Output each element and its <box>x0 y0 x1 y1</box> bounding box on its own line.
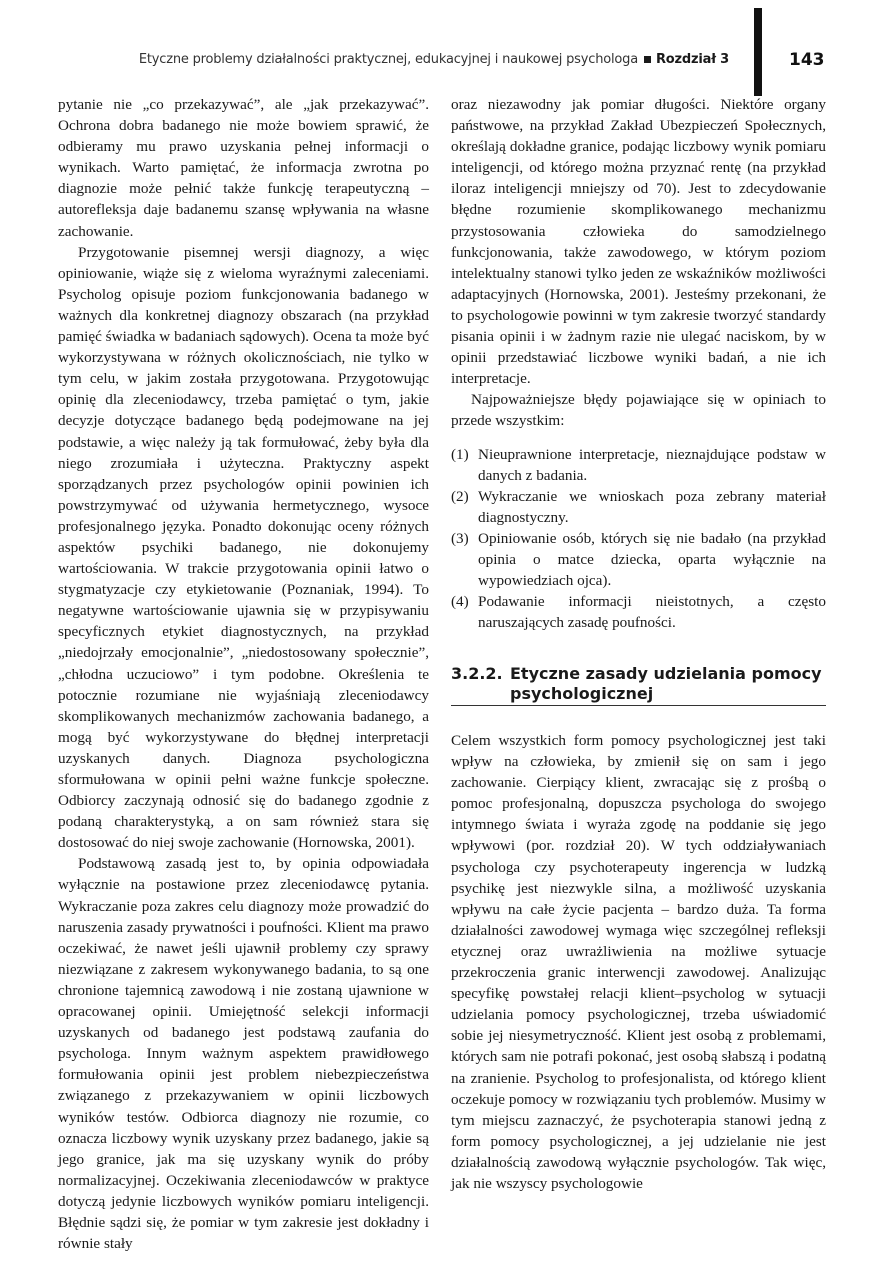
list-text: Podawanie informacji nieistotnych, a często naruszających zasadę poufności. <box>478 593 826 632</box>
list-text: Opiniowanie osób, których się nie badało (na przykład opinia o matce dziecka, oparta wyłącznie na wypowiedziach ojca). <box>478 529 826 590</box>
right-column <box>451 94 826 633</box>
square-bullet-icon <box>644 56 651 63</box>
page-number: 143 <box>789 50 825 70</box>
list-number: (3) <box>451 529 469 547</box>
list-item <box>451 444 826 486</box>
chapter-label: Rozdział 3 <box>655 52 729 67</box>
paragraph: Podstawową zasadą jest to, by opinia odpowiadała wyłącznie na postawione przez zleceniodawcę pytania. Wykraczanie poza zakres celu diagnozy może prowadzić do naruszenia zasady prywatności i poufności. Klient ma prawo oczekiwać, że nawet jeśli ujawnił problemy czy sprawy niezwiązane z zakresem wykonywanego badania, to są one chronione tajemnicą zawodową i nie zostaną ujawnione w opracowanej opinii. Umiejętność selekcji informacji uzyskanych od badanego jest podstawą zaufania do psychologa. Innym ważnym aspektem prawidłowego formułowania opinii jest problem niebezpieczeństwa związanego z przekazywaniem w opinii liczbowych wyników testów. Odbiorca diagnozy nie rozumie, co oznacza liczbowy wynik uzyskany przez badanego, jakie są jego granice, jak ma się uzyskany wynik do próby normalizacyjnej. Oczekiwania zleceniodawców w praktyce dotyczą jedynie liczbowych wyników pomiaru inteligencji. Błędnie sądzi się, że pomiar w tym zakresie jest dokładny i równie stały <box>58 855 429 1253</box>
list-number: (4) <box>451 593 469 611</box>
left-column <box>58 94 429 1254</box>
list-number: (2) <box>451 487 469 505</box>
list-number: (1) <box>451 445 469 463</box>
list-item <box>451 486 826 528</box>
paragraph: Najpoważniejsze błędy pojawiające się w opiniach to przede wszystkim: <box>451 391 826 430</box>
running-title: Etyczne problemy działalności praktycznej, edukacyjnej i naukowej psychologa <box>138 52 638 67</box>
list-text: Wykraczanie we wnioskach poza zebrany materiał diagnostyczny. <box>478 487 826 526</box>
section-number: 3.2.2. <box>451 664 503 683</box>
paragraph: pytanie nie „co przekazywać”, ale „jak przekazywać”. Ochrona dobra badanego nie może bowiem sprawić, że odbieramy mu prawo uzyskania pełnej informacji o wynikach. Warto pamiętać, że informacja zwrotna po diagnozie może pełnić także funkcję terapeutyczną – autorefleksja daje badanemu szansę wpływania na własne zachowanie. <box>58 96 429 240</box>
section-title: Etyczne zasady udzielania pomocy psychologicznej <box>510 664 822 703</box>
section-body <box>451 730 826 1194</box>
section-heading <box>451 664 826 704</box>
header-vertical-rule <box>754 8 762 96</box>
paragraph: Przygotowanie pisemnej wersji diagnozy, a więc opiniowanie, wiąże się z wieloma wyraźnymi zaleceniami. Psycholog opisuje poziom funkcjonowania badanego w ważnych dla konkretnej diagnozy obszarach (na przykład pamięć świadka w badaniach sądowych). Ocena ta może być wykorzystywana w różnych okolicznościach, nie tylko w tym celu, w jakim została przygotowana. Przygotowując opinię dla zleceniodawcy, trzeba pamiętać o tym, jakie decyzje dotyczące badanego będą podejmowane na jej podstawie, a więc należy ją tak formułować, żeby była dla niego zrozumiała i użyteczna. Praktyczny aspekt sporządzanych przez psychologów opinii powinien ich powstrzymywać od używania hermetycznego, wysoce profesjonalnego języka. Ponadto dokonując oceny różnych aspektów psychiki badanego, nie dokonujemy wartościowania. W trakcie przygotowania opinii łatwo o stygmatyzacje czy etykietowanie (Poznaniak, 1994). To negatywne wartościowanie ujawnia się w przypisywaniu specyficznych etykiet diagnostycznych, na przykład „niedojrzały emocjonalnie”, „niedostosowany społecznie”, „chłodna uczuciowo” i tym podobne. Określenia te potocznie rozumiane nie wyjaśniają zleceniodawcy skomplikowanych mechanizmów zachowania badanego, a mogą być wykorzystywane do błędnej interpretacji uzyskanych danych. Diagnoza psychologiczna sformułowana w opinii pełni ważne funkcje społeczne. Odbiorcy zaczynają odnosić się do badanego zgodnie z podaną charakterystyką, a on sam również stara się dostosować do niej swoje zachowanie (Hornowska, 2001). <box>58 243 429 852</box>
error-list <box>451 444 826 634</box>
list-text: Nieuprawnione interpretacje, nieznajdujące podstaw w danych z badania. <box>478 445 826 484</box>
list-item <box>451 528 826 591</box>
list-item <box>451 591 826 633</box>
paragraph: oraz niezawodny jak pomiar długości. Niektóre organy państwowe, na przykład Zakład Ubezpieczeń Społecznych, określają dokładne granice, podając liczbowy wynik pomiaru inteligencji, od którego można przyznać rentę (na przykład iloraz inteligencji mniejszy od 70). Jest to zdecydowanie błędne rozumienie skomplikowanego mechanizmu przystosowania człowieka do samodzielnego funkcjonowania, także zawodowego, w którym poziom intelektualny stanowi tylko jeden ze wskaźników możliwości adaptacyjnych (Hornowska, 2001). Jesteśmy przekonani, że to psychologowie powinni w tym zakresie tworzyć standardy pisania opinii i w żadnym razie nie ulegać naciskom, by w opinii przedstawiać liczbowe wyniki badań, a nie ich interpretacje. <box>451 96 826 388</box>
paragraph: Celem wszystkich form pomocy psychologicznej jest taki wpływ na człowieka, by zmienił się on sam i jego zachowanie. Cierpiący klient, zwracając się z prośbą o pomoc profesjonalną, dopuszcza psychologa do swojego intymnego świata i wyraża zgodę na poddanie się jego wpływowi (por. rozdział 20). W tych oddziaływaniach psychologa czy psychoterapeuty ingerencja w ludzką psychikę jest niezwykle silna, a możliwość uzyskania wpływu na całe życie pacjenta – bardzo duża. Ta forma działalności zawodowej wymaga więc szczególnej refleksji etycznej oraz uwrażliwienia na możliwe sytuacje przekroczenia granic interwencji zawodowej. Analizując specyfikę powstałej relacji klient–psycholog w sytuacji udzielania pomocy psychologicznej, trzeba uświadomić sobie jej niesymetryczność. Klient jest osobą z problemami, których sam nie potrafi pokonać, jest osobą słabszą i podatną na zranienie. Psycholog to profesjonalista, od którego klient oczekuje pomocy w rozwiązaniu tych problemów. Musimy w tym miejscu zaznaczyć, że psychoterapia stanowi jedną z form pomocy psychologicznej, a jej udzielanie nie jest działalnością zawodową wyłącznie psychologów. Tak więc, jak nie wszyscy psychologowie <box>451 732 826 1192</box>
running-header <box>139 52 729 67</box>
section-underline <box>451 705 826 706</box>
